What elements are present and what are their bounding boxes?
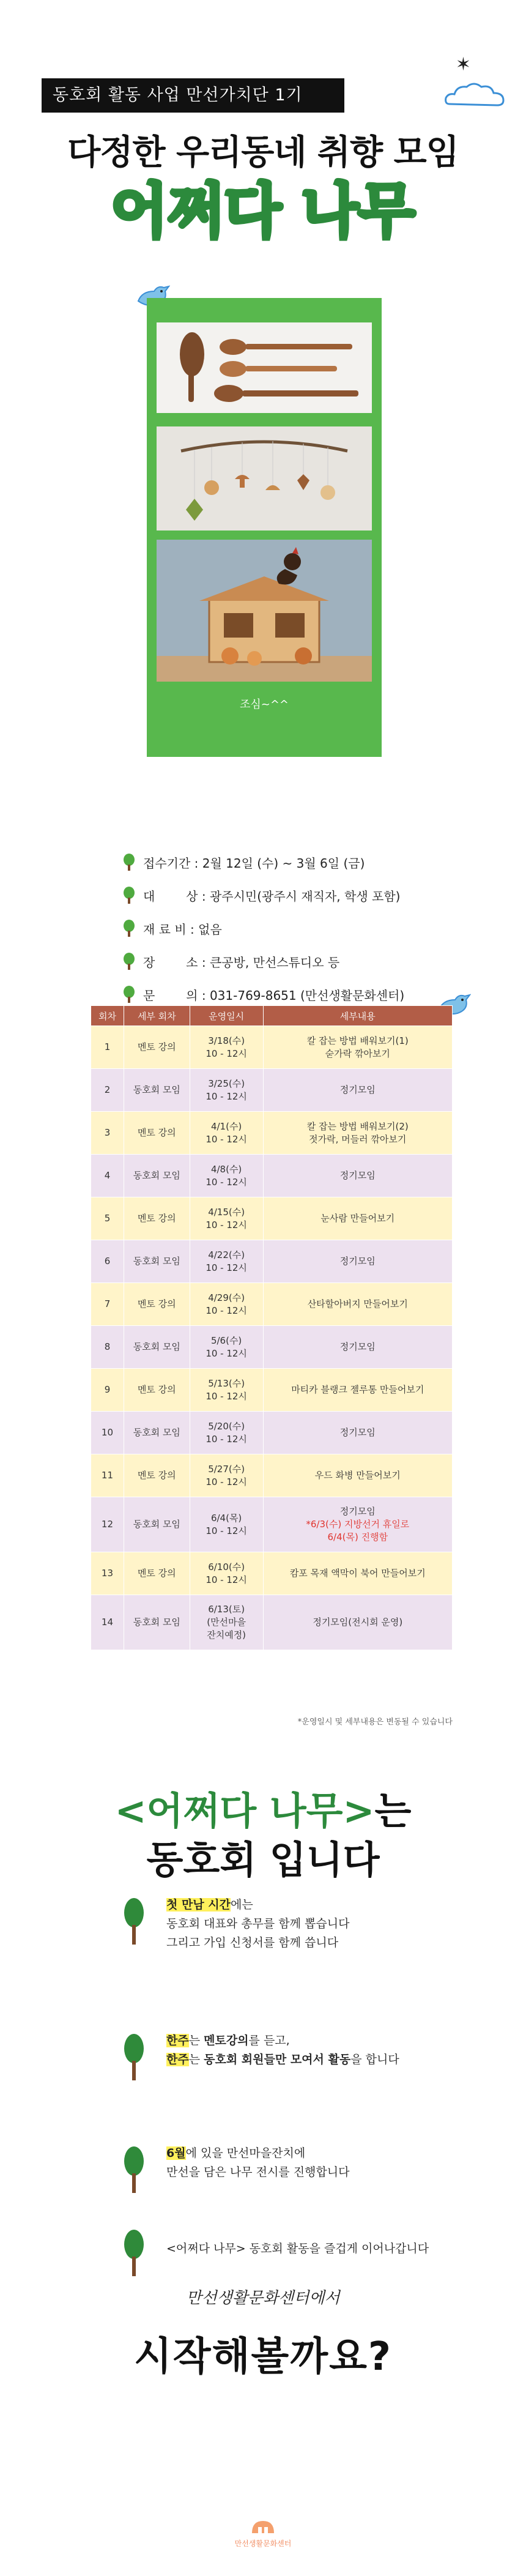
session-date: 5/13(수) xyxy=(208,1377,245,1389)
session-time: 10 - 12시 xyxy=(206,1219,247,1230)
session-time: 10 - 12시 xyxy=(206,1133,247,1145)
session-content-line: 정기모임 xyxy=(339,1170,376,1181)
session-date: 4/1(수) xyxy=(210,1120,242,1132)
session-type: 동호회 모임 xyxy=(124,1326,190,1369)
session-time: 10 - 12시 xyxy=(206,1090,247,1102)
session-content xyxy=(263,1240,452,1283)
session-content xyxy=(263,1069,452,1112)
session-type: 동호회 모임 xyxy=(124,1412,190,1454)
center-logo xyxy=(232,2518,294,2548)
feature-text xyxy=(166,2239,429,2258)
info-place xyxy=(122,945,465,978)
info-fee-text: 재 료 비 : 없음 xyxy=(143,921,222,937)
table-row xyxy=(91,1155,453,1197)
session-content-line: 눈사람 만들어보기 xyxy=(320,1213,395,1224)
session-datetime xyxy=(190,1155,263,1197)
session-datetime xyxy=(190,1240,263,1283)
highlight-text: 한주 xyxy=(166,2034,189,2047)
feature-continue xyxy=(124,2227,466,2277)
session-content-line: 정기모임 xyxy=(339,1427,376,1438)
session-time: 10 - 12시 xyxy=(206,1476,247,1487)
session-content-line: 숟가락 깎아보기 xyxy=(325,1048,390,1059)
session-type: 동호회 모임 xyxy=(124,1595,190,1650)
table-row xyxy=(91,1552,453,1595)
schedule-change-note: *6/3(수) 지방선거 휴일로 xyxy=(306,1519,410,1530)
table-row xyxy=(91,1497,453,1552)
info-place-text: 장 소 : 큰공방, 만선스튜디오 등 xyxy=(143,955,340,970)
feature-text xyxy=(166,2031,399,2069)
session-time: 10 - 12시 xyxy=(206,1347,247,1359)
session-content xyxy=(263,1552,452,1595)
feature-line: 는 xyxy=(188,2053,204,2066)
session-type: 멘토 강의 xyxy=(124,1552,190,1595)
table-row xyxy=(91,1454,453,1497)
feature-weekly-activity xyxy=(124,2031,466,2082)
session-content-line: 칼 잡는 방법 배워보기(2) xyxy=(306,1120,409,1132)
session-content-line: 정기모임 xyxy=(339,1256,376,1267)
session-number: 5 xyxy=(91,1197,124,1240)
center-logo-icon xyxy=(250,2518,276,2534)
session-time: 10 - 12시 xyxy=(206,1525,247,1536)
session-datetime xyxy=(190,1497,263,1552)
session-time: 10 - 12시 xyxy=(206,1176,247,1188)
table-row xyxy=(91,1369,453,1412)
column-header: 운영일시 xyxy=(190,1006,263,1026)
session-datetime xyxy=(190,1197,263,1240)
feature-line: <어쩌다 나무> 동호회 활동을 즐겁게 이어나갑니다 xyxy=(166,2242,429,2255)
tree-icon xyxy=(124,2146,144,2194)
session-content-line: 젓가락, 머들러 깎아보기 xyxy=(309,1133,407,1145)
session-number: 1 xyxy=(91,1026,124,1069)
footer-handwriting: 만선생활문화센터에서 xyxy=(186,2289,340,2307)
session-content xyxy=(263,1112,452,1155)
feature-first-meeting xyxy=(124,1896,466,1952)
tree-icon xyxy=(122,953,136,970)
session-number: 9 xyxy=(91,1369,124,1412)
session-type: 동호회 모임 xyxy=(124,1069,190,1112)
session-number: 14 xyxy=(91,1595,124,1650)
tree-icon xyxy=(122,920,136,937)
session-time: 10 - 12시 xyxy=(206,1048,247,1059)
session-date: 6/10(수) xyxy=(208,1561,245,1573)
info-fee xyxy=(122,912,465,945)
session-content-line: 칼 잡는 방법 배워보기(1) xyxy=(306,1035,409,1046)
session-datetime xyxy=(190,1112,263,1155)
highlight-text: 한주 xyxy=(166,2053,189,2066)
session-date: 3/18(수) xyxy=(208,1035,245,1046)
feature-line: 만선을 담은 나무 전시를 진행합니다 xyxy=(166,2165,350,2179)
feature-line: 동호회 대표와 총무를 함께 뽑습니다 xyxy=(166,1917,350,1930)
session-time: 10 - 12시 xyxy=(206,1305,247,1316)
session-time: 10 - 12시 xyxy=(206,1390,247,1402)
session-time: 10 - 12시 xyxy=(206,1574,247,1585)
footer-headline: 시작해볼까요? xyxy=(133,2334,393,2380)
column-header: 세부 회차 xyxy=(124,1006,190,1026)
tree-icon xyxy=(122,986,136,1003)
session-content xyxy=(263,1454,452,1497)
session-date: 5/20(수) xyxy=(208,1420,245,1432)
session-time: 잔치예정) xyxy=(207,1629,246,1640)
intro-title-suffix: 는 xyxy=(374,1789,412,1833)
session-content-line: 정기모임 xyxy=(339,1506,376,1517)
tree-icon xyxy=(124,2230,144,2277)
intro-title xyxy=(0,1787,526,1885)
program-tag xyxy=(42,78,344,113)
session-type: 멘토 강의 xyxy=(124,1369,190,1412)
schedule-change-note: 6/4(목) 진행함 xyxy=(327,1532,388,1543)
session-content xyxy=(263,1026,452,1069)
brand-wordmark xyxy=(73,177,453,245)
table-row xyxy=(91,1412,453,1454)
brand-logo xyxy=(0,177,526,247)
schedule-note: *운영일시 및 세부내용은 변동될 수 있습니다 xyxy=(297,1718,453,1727)
photo-wooden-house xyxy=(157,540,372,682)
info-application-period-text: 접수기간 : 2월 12일 (수) ~ 3월 6일 (금) xyxy=(143,855,365,871)
session-content xyxy=(263,1155,452,1197)
feature-line: 를 듣고, xyxy=(248,2034,290,2047)
panel-caption: 조심~^^ xyxy=(239,698,289,711)
column-header: 세부내용 xyxy=(263,1006,452,1026)
session-datetime xyxy=(190,1595,263,1650)
session-content xyxy=(263,1326,452,1369)
feature-line: 에는 xyxy=(231,1898,253,1912)
session-datetime xyxy=(190,1026,263,1069)
session-content-line: 정기모임(전시회 운영) xyxy=(313,1617,403,1628)
session-type: 멘토 강의 xyxy=(124,1112,190,1155)
session-content-line: 마티카 블랭크 젤루통 만들어보기 xyxy=(291,1384,424,1395)
info-contact-text: 문 의 : 031-769-8651 (만선생활문화센터) xyxy=(143,988,405,1003)
session-date: 4/29(수) xyxy=(208,1292,245,1303)
session-type: 멘토 강의 xyxy=(124,1454,190,1497)
headline: 다정한 우리동네 취향 모임 xyxy=(67,133,459,173)
session-date: 5/27(수) xyxy=(208,1463,245,1475)
session-content-line: 우드 화병 만들어보기 xyxy=(314,1470,401,1481)
intro-title-line2: 동호회 입니다 xyxy=(146,1837,380,1882)
bold-text: 멘토강의 xyxy=(204,2034,249,2047)
session-content xyxy=(263,1595,452,1650)
session-number: 8 xyxy=(91,1326,124,1369)
session-number: 4 xyxy=(91,1155,124,1197)
brand-wordmark-text: 어쩌다 나무 xyxy=(111,177,415,245)
session-number: 3 xyxy=(91,1112,124,1155)
tree-icon xyxy=(122,887,136,904)
table-row xyxy=(91,1026,453,1069)
column-header: 회차 xyxy=(91,1006,124,1026)
highlight-text: 6월 xyxy=(166,2146,186,2160)
session-time: (만선마을 xyxy=(207,1617,246,1628)
session-date: 6/13(토) xyxy=(208,1604,245,1615)
session-type: 멘토 강의 xyxy=(124,1283,190,1326)
session-content xyxy=(263,1497,452,1552)
tree-icon xyxy=(124,2034,144,2082)
session-time: 10 - 12시 xyxy=(206,1433,247,1445)
intro-brand: <어쩌다 나무> xyxy=(114,1789,375,1833)
session-type: 멘토 강의 xyxy=(124,1197,190,1240)
session-datetime xyxy=(190,1069,263,1112)
session-number: 10 xyxy=(91,1412,124,1454)
session-content-line: 캄포 목재 액막이 북어 만들어보기 xyxy=(289,1568,426,1579)
session-datetime xyxy=(190,1283,263,1326)
program-tag-text: 동호회 활동 사업 만선가치단 1기 xyxy=(53,86,303,105)
table-row xyxy=(91,1240,453,1283)
info-application-period xyxy=(122,846,465,879)
schedule-table xyxy=(91,1005,453,1650)
session-type: 동호회 모임 xyxy=(124,1240,190,1283)
session-date: 4/22(수) xyxy=(208,1249,245,1260)
session-number: 11 xyxy=(91,1454,124,1497)
info-target xyxy=(122,879,465,912)
schedule-header-row xyxy=(91,1006,453,1026)
session-datetime xyxy=(190,1326,263,1369)
session-number: 6 xyxy=(91,1240,124,1283)
bold-text: 동호회 회원들만 모여서 활동 xyxy=(204,2053,351,2066)
info-target-text: 대 상 : 광주시민(광주시 재직자, 학생 포함) xyxy=(143,888,401,904)
table-row xyxy=(91,1069,453,1112)
session-date: 5/6(수) xyxy=(210,1335,242,1346)
table-row xyxy=(91,1595,453,1650)
session-type: 동호회 모임 xyxy=(124,1155,190,1197)
center-logo-text: 만선생활문화센터 xyxy=(234,2539,292,2548)
feature-text xyxy=(166,1896,349,1952)
feature-line: 는 xyxy=(188,2034,204,2047)
session-number: 12 xyxy=(91,1497,124,1552)
session-number: 2 xyxy=(91,1069,124,1112)
tree-icon xyxy=(122,854,136,871)
session-number: 7 xyxy=(91,1283,124,1326)
sparkle-icon: ✶ xyxy=(455,54,471,75)
session-content-line: 정기모임 xyxy=(339,1341,376,1352)
table-row xyxy=(91,1197,453,1240)
table-row xyxy=(91,1112,453,1155)
photo-wooden-spoons xyxy=(157,322,372,413)
intro-title-line1 xyxy=(0,1787,526,1836)
session-date: 4/15(수) xyxy=(208,1206,245,1218)
session-datetime xyxy=(190,1552,263,1595)
cloud-icon xyxy=(443,81,508,108)
session-type: 멘토 강의 xyxy=(124,1026,190,1069)
feature-exhibition xyxy=(124,2144,466,2194)
session-content xyxy=(263,1283,452,1326)
feature-line: 에 있을 만선마을잔치에 xyxy=(185,2146,306,2160)
session-content xyxy=(263,1197,452,1240)
table-row xyxy=(91,1283,453,1326)
feature-text xyxy=(166,2144,349,2182)
session-datetime xyxy=(190,1369,263,1412)
session-content xyxy=(263,1412,452,1454)
session-number: 13 xyxy=(91,1552,124,1595)
session-type: 동호회 모임 xyxy=(124,1497,190,1552)
table-row xyxy=(91,1326,453,1369)
session-content-line: 정기모임 xyxy=(339,1084,376,1095)
feature-line: 그리고 가입 신청서를 함께 씁니다 xyxy=(166,1936,339,1949)
photo-panel xyxy=(147,298,382,757)
feature-line: 을 합니다 xyxy=(350,2053,399,2066)
session-content xyxy=(263,1369,452,1412)
info-list xyxy=(122,846,465,1011)
tree-icon xyxy=(124,1898,144,1946)
session-date: 6/4(목) xyxy=(210,1512,242,1524)
session-datetime xyxy=(190,1412,263,1454)
session-date: 4/8(수) xyxy=(210,1163,242,1175)
session-datetime xyxy=(190,1454,263,1497)
highlight-text: 첫 만남 시간 xyxy=(166,1898,231,1912)
photo-wooden-mobile xyxy=(157,426,372,530)
session-date: 3/25(수) xyxy=(208,1078,245,1089)
session-time: 10 - 12시 xyxy=(206,1262,247,1273)
session-content-line: 산타할아버지 만들어보기 xyxy=(307,1298,408,1309)
